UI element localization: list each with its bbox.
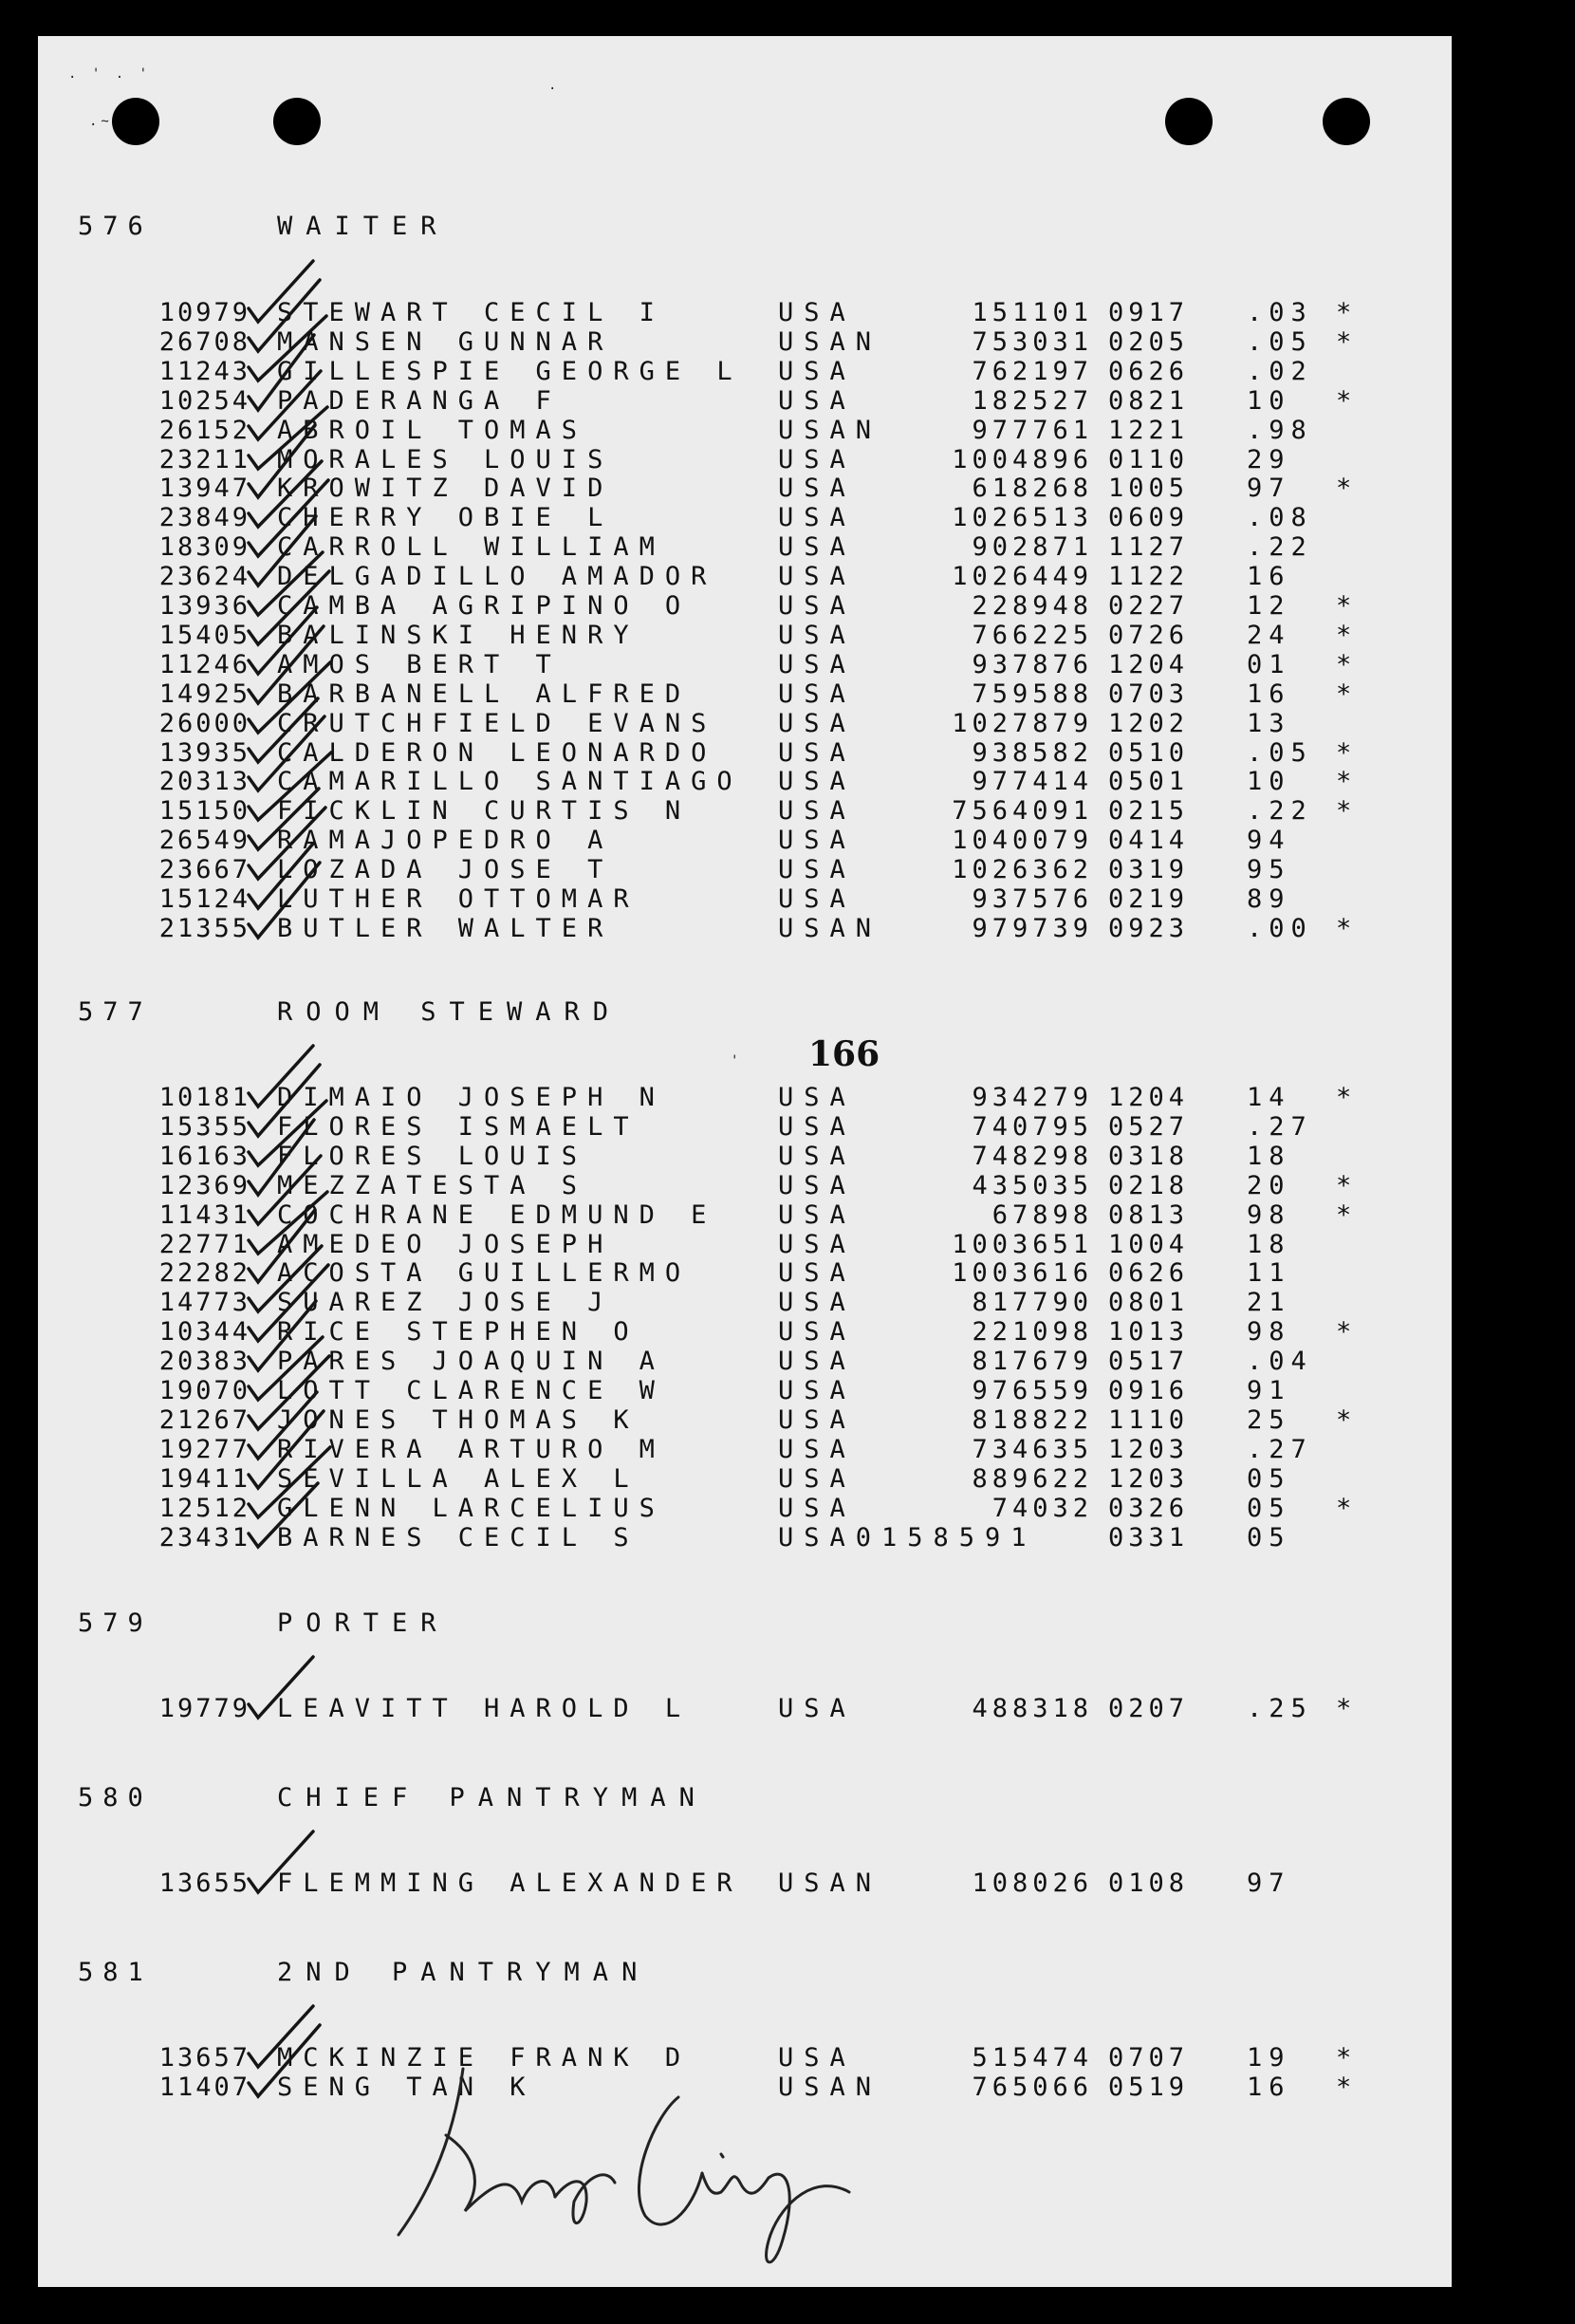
row-value: 05 <box>1247 1464 1291 1494</box>
row-mark: * <box>1336 591 1354 621</box>
row-value: 16 <box>1247 679 1291 709</box>
row-date: 0510 <box>1108 738 1190 768</box>
row-id: 11243 <box>158 357 250 386</box>
row-nationality: USA <box>778 503 856 532</box>
row-mark: * <box>1336 1317 1354 1347</box>
row-name: PADERANGA F <box>277 386 562 416</box>
row-value: .05 <box>1247 738 1313 768</box>
row-value: 01 <box>1247 650 1291 679</box>
row-nationality: USA <box>778 1230 856 1259</box>
section-title: CHIEF PANTRYMAN <box>277 1783 708 1813</box>
row-date: 0219 <box>1108 884 1190 914</box>
row-nationality: USAN <box>778 914 882 943</box>
row-date: 1110 <box>1108 1405 1190 1435</box>
row-name: SENG TAN K <box>277 2073 536 2102</box>
row-date: 1204 <box>1108 650 1190 679</box>
row-name: GLENN LARCELIUS <box>277 1494 665 1523</box>
row-value: 98 <box>1247 1317 1291 1347</box>
row-date: 0726 <box>1108 621 1190 650</box>
row-name: CARROLL WILLIAM <box>277 532 665 562</box>
row-nationality: USA <box>778 650 856 679</box>
row-mark: * <box>1336 767 1354 796</box>
row-date: 0703 <box>1108 679 1190 709</box>
row-number: 7564091 <box>952 796 1093 826</box>
row-id: 13936 <box>158 591 250 621</box>
row-nationality: USA <box>778 855 856 884</box>
row-mark: * <box>1336 2073 1354 2102</box>
row-date: 0501 <box>1108 767 1190 796</box>
row-number: 817679 <box>972 1347 1093 1376</box>
row-nationality: USAN <box>778 327 882 357</box>
row-name: SEVILLA ALEX L <box>277 1464 639 1494</box>
row-number: 1040079 <box>952 826 1093 855</box>
row-name: MCKINZIE FRANK D <box>277 2043 692 2073</box>
row-id: 20313 <box>158 767 250 796</box>
row-id: 16163 <box>158 1142 250 1171</box>
row-value: .04 <box>1247 1347 1313 1376</box>
row-id: 13935 <box>158 738 250 768</box>
row-date: 0205 <box>1108 327 1190 357</box>
punch-hole <box>112 98 159 145</box>
row-nationality: USA <box>778 767 856 796</box>
row-name: MANSEN GUNNAR <box>277 327 614 357</box>
row-number: 1003651 <box>952 1230 1093 1259</box>
row-number: 762197 <box>972 357 1093 386</box>
row-name: MEZZATESTA S <box>277 1171 588 1200</box>
row-value: .03 <box>1247 298 1313 327</box>
row-number: 734635 <box>972 1435 1093 1464</box>
row-number: 979739 <box>972 914 1093 943</box>
row-date: 0527 <box>1108 1112 1190 1142</box>
row-id: 15355 <box>158 1112 250 1142</box>
row-id: 23667 <box>158 855 250 884</box>
row-nationality: USA <box>778 709 856 738</box>
row-id: 15124 <box>158 884 250 914</box>
row-value: 95 <box>1247 855 1291 884</box>
row-value: 91 <box>1247 1376 1291 1405</box>
row-name: GILLESPIE GEORGE L <box>277 357 743 386</box>
row-mark: * <box>1336 1494 1354 1523</box>
row-mark: * <box>1336 2043 1354 2073</box>
section-code: 581 <box>78 1958 153 1987</box>
row-mark: * <box>1336 1171 1354 1200</box>
row-id: 26000 <box>158 709 250 738</box>
punch-hole <box>273 98 321 145</box>
row-value: .27 <box>1247 1112 1313 1142</box>
row-mark: * <box>1336 1200 1354 1230</box>
row-mark: * <box>1336 621 1354 650</box>
row-value: 98 <box>1247 1200 1291 1230</box>
section-title: WAITER <box>277 212 450 241</box>
row-nationality: USA <box>778 1200 856 1230</box>
row-name: STEWART CECIL I <box>277 298 665 327</box>
row-date: 0801 <box>1108 1288 1190 1317</box>
row-nationality: USA <box>778 445 856 474</box>
row-id: 19411 <box>158 1464 250 1494</box>
row-name: RAMAJOPEDRO A <box>277 826 614 855</box>
row-nationality: USA <box>778 298 856 327</box>
row-date: 0318 <box>1108 1142 1190 1171</box>
row-name: CRUTCHFIELD EVANS <box>277 709 717 738</box>
row-value: 05 <box>1247 1494 1291 1523</box>
row-id: 10181 <box>158 1083 250 1112</box>
row-date: 0414 <box>1108 826 1190 855</box>
row-number: 938582 <box>972 738 1093 768</box>
row-name: BARNES CECIL S <box>277 1523 639 1552</box>
row-id: 19779 <box>158 1694 250 1723</box>
row-nationality: USA <box>778 1288 856 1317</box>
row-date: 0207 <box>1108 1694 1190 1723</box>
row-id: 15150 <box>158 796 250 826</box>
row-value: 89 <box>1247 884 1291 914</box>
row-date: 0609 <box>1108 503 1190 532</box>
row-value: 97 <box>1247 474 1291 503</box>
row-nationality: USA <box>778 1083 856 1112</box>
section-code: 579 <box>78 1608 153 1638</box>
row-value: 11 <box>1247 1258 1291 1288</box>
row-date: 0813 <box>1108 1200 1190 1230</box>
section-code: 576 <box>78 212 153 241</box>
row-value: .22 <box>1247 532 1313 562</box>
row-name: CAMBA AGRIPINO O <box>277 591 692 621</box>
row-name: AMOS BERT T <box>277 650 562 679</box>
row-date: 1203 <box>1108 1464 1190 1494</box>
row-date: 0110 <box>1108 445 1190 474</box>
row-nationality: USA <box>778 2043 856 2073</box>
row-date: 0923 <box>1108 914 1190 943</box>
row-value: .27 <box>1247 1435 1313 1464</box>
row-value: 16 <box>1247 562 1291 591</box>
row-number: 766225 <box>972 621 1093 650</box>
row-number: 515474 <box>972 2043 1093 2073</box>
row-id: 22771 <box>158 1230 250 1259</box>
row-date: 1013 <box>1108 1317 1190 1347</box>
row-nationality: USA <box>778 621 856 650</box>
paper-specks: .~ <box>89 114 113 129</box>
row-nationality: USA <box>778 562 856 591</box>
row-number: 818822 <box>972 1405 1093 1435</box>
row-number: 759588 <box>972 679 1093 709</box>
row-value: 19 <box>1247 2043 1291 2073</box>
row-id: 26708 <box>158 327 250 357</box>
row-value: .05 <box>1247 327 1313 357</box>
row-id: 19277 <box>158 1435 250 1464</box>
row-name: SUAREZ JOSE J <box>277 1288 614 1317</box>
row-name: JONES THOMAS K <box>277 1405 639 1435</box>
row-date: 0626 <box>1108 357 1190 386</box>
row-value: 21 <box>1247 1288 1291 1317</box>
row-mark: * <box>1336 650 1354 679</box>
row-value: 29 <box>1247 445 1291 474</box>
row-date: 0821 <box>1108 386 1190 416</box>
row-nationality: USA0158591 <box>778 1523 1037 1552</box>
row-name: BARBANELL ALFRED <box>277 679 692 709</box>
row-name: CHERRY OBIE L <box>277 503 614 532</box>
row-value: 14 <box>1247 1083 1291 1112</box>
row-number: 753031 <box>972 327 1093 357</box>
row-name: FICKLIN CURTIS N <box>277 796 692 826</box>
row-id: 12369 <box>158 1171 250 1200</box>
row-number: 1027879 <box>952 709 1093 738</box>
row-id: 23211 <box>158 445 250 474</box>
row-number: 67898 <box>991 1200 1093 1230</box>
row-mark: * <box>1336 1083 1354 1112</box>
row-name: FLORES ISMAELT <box>277 1112 639 1142</box>
row-mark: * <box>1336 679 1354 709</box>
row-number: 976559 <box>972 1376 1093 1405</box>
row-nationality: USA <box>778 1405 856 1435</box>
row-id: 15405 <box>158 621 250 650</box>
row-mark: * <box>1336 1405 1354 1435</box>
row-nationality: USA <box>778 1464 856 1494</box>
row-number: 488318 <box>972 1694 1093 1723</box>
row-number: 1003616 <box>952 1258 1093 1288</box>
row-nationality: USA <box>778 679 856 709</box>
row-date: 0916 <box>1108 1376 1190 1405</box>
row-nationality: USA <box>778 532 856 562</box>
row-date: 0227 <box>1108 591 1190 621</box>
row-number: 902871 <box>972 532 1093 562</box>
row-date: 0218 <box>1108 1171 1190 1200</box>
row-date: 0215 <box>1108 796 1190 826</box>
row-date: 0517 <box>1108 1347 1190 1376</box>
row-date: 1202 <box>1108 709 1190 738</box>
paper-specks: . ' . ' <box>68 66 152 82</box>
row-date: 0108 <box>1108 1868 1190 1898</box>
row-id: 22282 <box>158 1258 250 1288</box>
row-value: 97 <box>1247 1868 1291 1898</box>
row-id: 19070 <box>158 1376 250 1405</box>
row-name: CALDERON LEONARDO <box>277 738 717 768</box>
row-number: 1026362 <box>952 855 1093 884</box>
row-nationality: USA <box>778 1347 856 1376</box>
row-number: 977414 <box>972 767 1093 796</box>
row-id: 23431 <box>158 1523 250 1552</box>
row-name: AMEDEO JOSEPH <box>277 1230 614 1259</box>
row-nationality: USA <box>778 1317 856 1347</box>
row-date: 1127 <box>1108 532 1190 562</box>
row-id: 23849 <box>158 503 250 532</box>
row-value: .02 <box>1247 357 1313 386</box>
row-name: DIMAIO JOSEPH N <box>277 1083 665 1112</box>
row-date: 0917 <box>1108 298 1190 327</box>
row-nationality: USA <box>778 1376 856 1405</box>
row-value: 10 <box>1247 767 1291 796</box>
row-mark: * <box>1336 914 1354 943</box>
row-id: 26152 <box>158 416 250 445</box>
row-name: BUTLER WALTER <box>277 914 614 943</box>
row-nationality: USA <box>778 1171 856 1200</box>
row-mark: * <box>1336 796 1354 826</box>
section-code: 577 <box>78 997 153 1027</box>
row-nationality: USAN <box>778 2073 882 2102</box>
row-name: KROWITZ DAVID <box>277 474 614 503</box>
row-nationality: USAN <box>778 416 882 445</box>
row-name: LEAVITT HAROLD L <box>277 1694 692 1723</box>
row-name: ACOSTA GUILLERMO <box>277 1258 692 1288</box>
row-number: 937576 <box>972 884 1093 914</box>
row-value: .25 <box>1247 1694 1313 1723</box>
row-name: RIVERA ARTURO M <box>277 1435 665 1464</box>
row-id: 13655 <box>158 1868 250 1898</box>
row-mark: * <box>1336 327 1354 357</box>
row-nationality: USA <box>778 386 856 416</box>
row-nationality: USA <box>778 738 856 768</box>
row-value: 16 <box>1247 2073 1291 2102</box>
row-id: 13657 <box>158 2043 250 2073</box>
row-number: 182527 <box>972 386 1093 416</box>
section-title: PORTER <box>277 1608 450 1638</box>
row-value: 10 <box>1247 386 1291 416</box>
row-id: 23624 <box>158 562 250 591</box>
row-id: 20383 <box>158 1347 250 1376</box>
row-number: 228948 <box>972 591 1093 621</box>
row-id: 11407 <box>158 2073 250 2102</box>
row-number: 618268 <box>972 474 1093 503</box>
row-value: 05 <box>1247 1523 1291 1552</box>
row-nationality: USA <box>778 1258 856 1288</box>
row-mark: * <box>1336 738 1354 768</box>
row-value: 25 <box>1247 1405 1291 1435</box>
row-value: 18 <box>1247 1142 1291 1171</box>
row-date: 1203 <box>1108 1435 1190 1464</box>
row-number: 151101 <box>972 298 1093 327</box>
row-id: 10979 <box>158 298 250 327</box>
row-number: 435035 <box>972 1171 1093 1200</box>
row-id: 13947 <box>158 474 250 503</box>
punch-hole <box>1323 98 1370 145</box>
section-title: ROOM STEWARD <box>277 997 622 1027</box>
section-code: 580 <box>78 1783 153 1813</box>
row-number: 889622 <box>972 1464 1093 1494</box>
row-mark: * <box>1336 1694 1354 1723</box>
row-id: 12512 <box>158 1494 250 1523</box>
row-mark: * <box>1336 298 1354 327</box>
row-id: 14925 <box>158 679 250 709</box>
row-nationality: USA <box>778 357 856 386</box>
row-value: .22 <box>1247 796 1313 826</box>
row-number: 934279 <box>972 1083 1093 1112</box>
row-name: ABROIL TOMAS <box>277 416 588 445</box>
row-number: 1004896 <box>952 445 1093 474</box>
row-id: 14773 <box>158 1288 250 1317</box>
row-number: 108026 <box>972 1868 1093 1898</box>
row-name: COCHRANE EDMUND E <box>277 1200 717 1230</box>
paper-specks: ' <box>731 1053 743 1069</box>
row-value: .08 <box>1247 503 1313 532</box>
row-id: 18309 <box>158 532 250 562</box>
row-value: 13 <box>1247 709 1291 738</box>
row-nationality: USAN <box>778 1868 882 1898</box>
row-id: 26549 <box>158 826 250 855</box>
row-name: BALINSKI HENRY <box>277 621 639 650</box>
row-nationality: USA <box>778 474 856 503</box>
row-date: 0326 <box>1108 1494 1190 1523</box>
row-number: 765066 <box>972 2073 1093 2102</box>
row-nationality: USA <box>778 884 856 914</box>
row-nationality: USA <box>778 1435 856 1464</box>
row-number: 74032 <box>991 1494 1093 1523</box>
row-number: 1026513 <box>952 503 1093 532</box>
row-nationality: USA <box>778 826 856 855</box>
row-date: 1221 <box>1108 416 1190 445</box>
row-number: 937876 <box>972 650 1093 679</box>
page-number: 166 <box>808 1034 880 1074</box>
row-name: LUTHER OTTOMAR <box>277 884 639 914</box>
row-date: 1204 <box>1108 1083 1190 1112</box>
row-date: 1004 <box>1108 1230 1190 1259</box>
row-value: 18 <box>1247 1230 1291 1259</box>
row-value: .98 <box>1247 416 1313 445</box>
row-value: 12 <box>1247 591 1291 621</box>
row-id: 10254 <box>158 386 250 416</box>
row-number: 817790 <box>972 1288 1093 1317</box>
row-id: 11431 <box>158 1200 250 1230</box>
row-mark: * <box>1336 474 1354 503</box>
row-date: 0319 <box>1108 855 1190 884</box>
row-date: 1122 <box>1108 562 1190 591</box>
row-date: 0331 <box>1108 1523 1190 1552</box>
row-date: 0626 <box>1108 1258 1190 1288</box>
row-nationality: USA <box>778 796 856 826</box>
row-name: PARES JOAQUIN A <box>277 1347 665 1376</box>
row-nationality: USA <box>778 1112 856 1142</box>
section-title: 2ND PANTRYMAN <box>277 1958 651 1987</box>
paper-specks: . <box>548 78 561 93</box>
row-nationality: USA <box>778 1494 856 1523</box>
row-number: 977761 <box>972 416 1093 445</box>
row-number: 221098 <box>972 1317 1093 1347</box>
row-nationality: USA <box>778 1142 856 1171</box>
row-mark: * <box>1336 386 1354 416</box>
row-name: FLORES LOUIS <box>277 1142 588 1171</box>
row-nationality: USA <box>778 591 856 621</box>
row-value: .00 <box>1247 914 1313 943</box>
row-name: CAMARILLO SANTIAGO <box>277 767 743 796</box>
row-id: 21267 <box>158 1405 250 1435</box>
punch-hole <box>1165 98 1213 145</box>
row-date: 0707 <box>1108 2043 1190 2073</box>
row-name: LOTT CLARENCE W <box>277 1376 665 1405</box>
row-number: 748298 <box>972 1142 1093 1171</box>
row-date: 0519 <box>1108 2073 1190 2102</box>
row-name: FLEMMING ALEXANDER <box>277 1868 743 1898</box>
row-date: 1005 <box>1108 474 1190 503</box>
row-name: LOZADA JOSE T <box>277 855 614 884</box>
row-value: 24 <box>1247 621 1291 650</box>
row-name: RICE STEPHEN O <box>277 1317 639 1347</box>
row-id: 21355 <box>158 914 250 943</box>
row-number: 740795 <box>972 1112 1093 1142</box>
row-id: 11246 <box>158 650 250 679</box>
row-number: 1026449 <box>952 562 1093 591</box>
row-id: 10344 <box>158 1317 250 1347</box>
row-value: 94 <box>1247 826 1291 855</box>
row-value: 20 <box>1247 1171 1291 1200</box>
row-name: DELGADILLO AMADOR <box>277 562 717 591</box>
row-name: MORALES LOUIS <box>277 445 614 474</box>
row-nationality: USA <box>778 1694 856 1723</box>
